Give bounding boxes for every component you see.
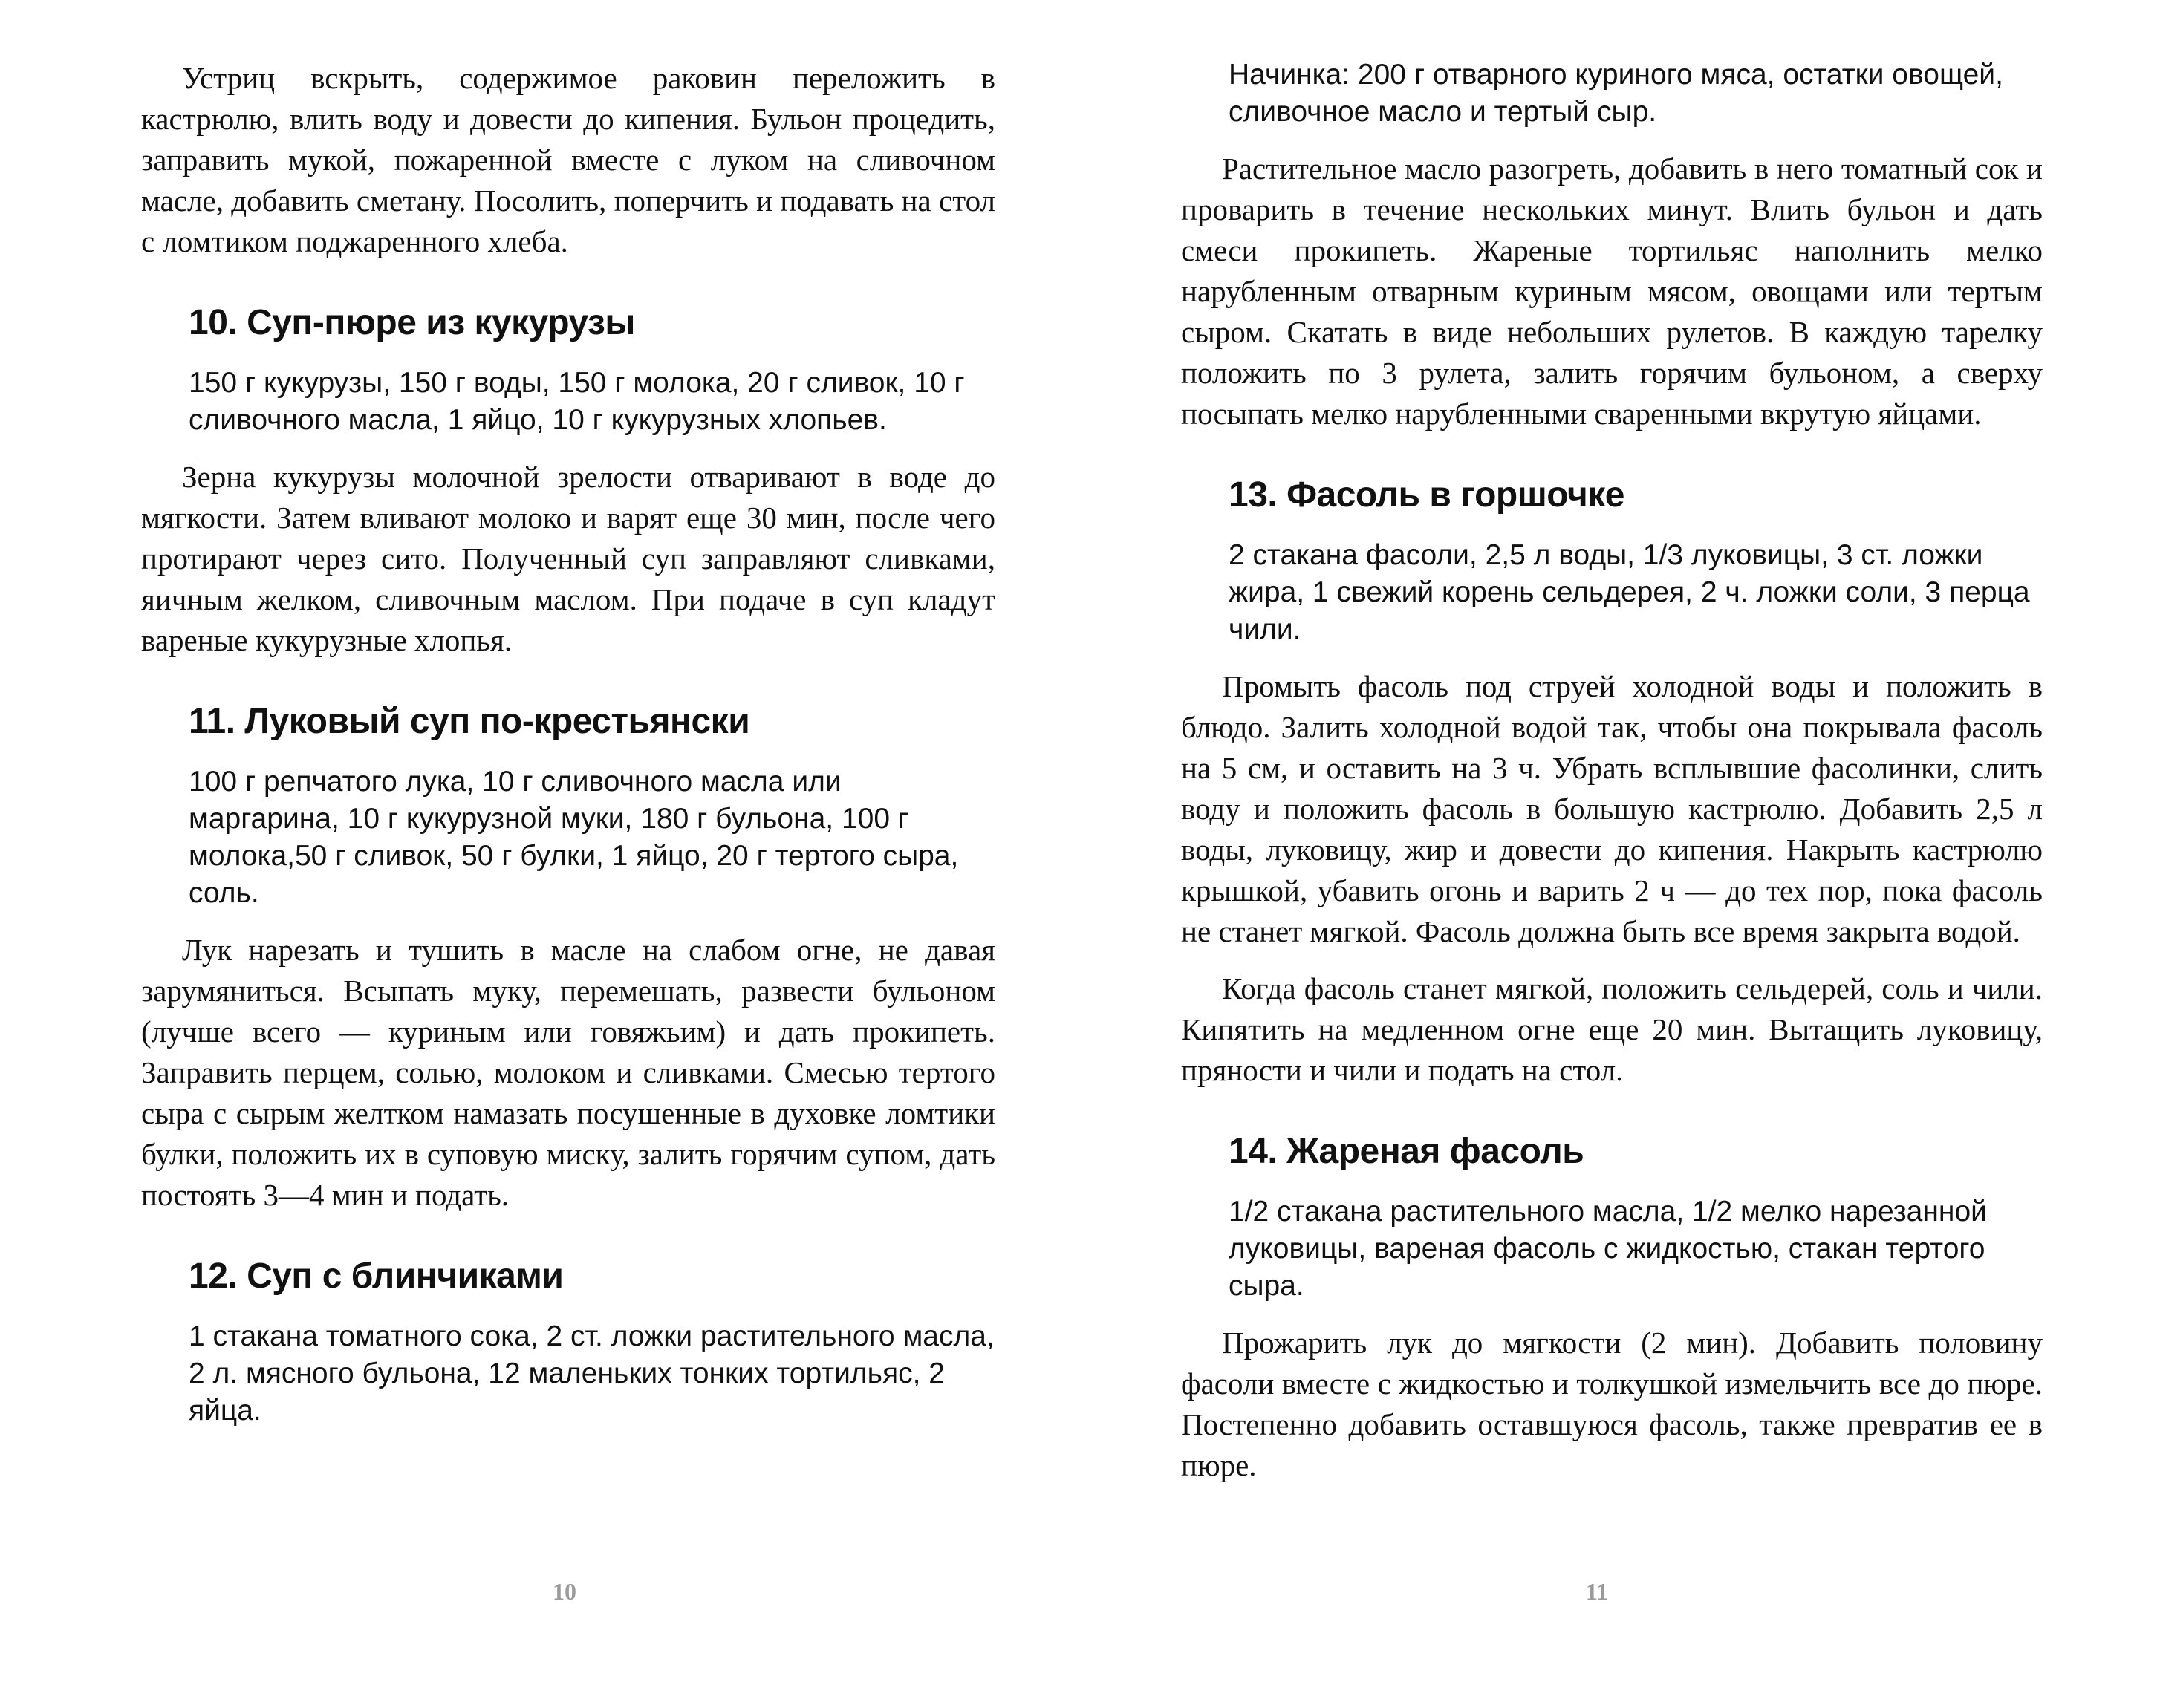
recipe-11-title: 11. Луковый суп по-крестьянски [189,702,750,741]
page-number-left: 10 [553,1578,576,1605]
recipe-12-title: 12. Суп с блинчиками [189,1256,564,1296]
page-number-right: 11 [1585,1578,1609,1605]
recipe-13-instructions-1: Промыть фасоль под струей холодной воды и положить в блюдо. Залить холодной водой так, чтобы она покрывала фасоль на 5 см, и оставить на 3 ч. Убрать всплывшие фасолинки, слить воду и положить фасоль в большую кастрюлю. Добавить 2,5 л воды, луковицу, жир и довести до кипения. Накрыть кастрюлю крышкой, убавить огонь и варить 2 ч — до тех пор, пока фасоль не станет мягкой. Фасоль должна быть все время закрыта водой. [1181,669,2043,948]
recipe-12-ingredients: 1 стакана томатного сока, 2 ст. ложки растительного масла, 2 л. мясного бульона, 12 маленьких тонких тортильяс, 2 яйца. [189,1320,995,1427]
recipe-11-instructions: Лук нарезать и тушить в масле на слабом огне, не давая зарумяниться. Всыпать муку, перемешать, развести бульоном (лучше всего — куриным или говяжьим) и дать прокипеть. Заправить перцем, солью, молоком и сливками. Смесью тертого сыра с сырым желтком намазать посушенные в духовке ломтики булки, положить их в суповую миску, залить горячим супом, дать постоять 3—4 мин и подать. [141,933,995,1212]
left-page [141,0,995,1708]
recipe-10-title: 10. Суп-пюре из кукурузы [189,303,635,342]
recipe-12-filling: Начинка: 200 г отварного куриного мяса, остатки овощей, сливочное масло и тертый сыр. [1229,59,2003,128]
recipe-14-instructions: Прожарить лук до мягкости (2 мин). Добавить половину фасоли вместе с жидкостью и толкушкой измельчить все до пюре. Постепенно добавить оставшуюся фасоль, также превратив ее в пюре. [1181,1326,2043,1482]
recipe-14-ingredients: 1/2 стакана растительного масла, 1/2 мелко нарезанной луковицы, вареная фасоль с жидкостью, стакан тертого сыра. [1229,1196,1987,1302]
recipe-13-title: 13. Фасоль в горшочке [1229,475,1624,515]
intro-paragraph: Устриц вскрыть, содержимое раковин переложить в кастрюлю, влить воду и довести до кипения. Бульон процедить, заправить мукой, пожаренной вместе с луком на сливочном масле, добавить сметану. Посолить, поперчить и подавать на стол с ломтиком поджаренного хлеба. [141,61,995,258]
recipe-12-instructions: Растительное масло разогреть, добавить в него томатный сок и проварить в течение нескольких минут. Влить бульон и дать смеси прокипеть. Жареные тортильяс наполнить мелко нарубленным отварным куриным мясом, овощами или тертым сыром. Скатать в виде небольших рулетов. В каждую тарелку положить по 3 рулета, залить горячим бульоном, а сверху посыпать мелко нарубленными сваренными вкрутую яйцами. [1181,151,2043,431]
right-page [1181,0,2043,1708]
recipe-13-instructions-2: Когда фасоль станет мягкой, положить сельдерей, соль и чили. Кипятить на медленном огне еще 20 мин. Вытащить луковицу, пряности и чили и подать на стол. [1181,971,2043,1087]
recipe-10-ingredients: 150 г кукурузы, 150 г воды, 150 г молока, 20 г сливок, 10 г сливочного масла, 1 яйцо, 10 г кукурузных хлопьев. [189,367,965,436]
recipe-11-ingredients: 100 г репчатого лука, 10 г сливочного масла или маргарина, 10 г кукурузной муки, 180 г бульона, 100 г молока,50 г сливок, 50 г булки, 1 яйцо, 20 г тертого сыра, соль. [189,766,959,909]
recipe-14-title: 14. Жареная фасоль [1229,1132,1584,1171]
recipe-10-instructions: Зерна кукурузы молочной зрелости отваривают в воде до мягкости. Затем вливают молоко и варят еще 30 мин, после чего протирают через сито. Полученный суп заправляют сливками, яичным желком, сливочным маслом. При подаче в суп кладут вареные кукурузные хлопья. [141,460,995,657]
recipe-13-ingredients: 2 стакана фасоли, 2,5 л воды, 1/3 луковицы, 3 ст. ложки жира, 1 свежий корень сельдерея, 2 ч. ложки соли, 3 перца чили. [1229,539,2030,645]
